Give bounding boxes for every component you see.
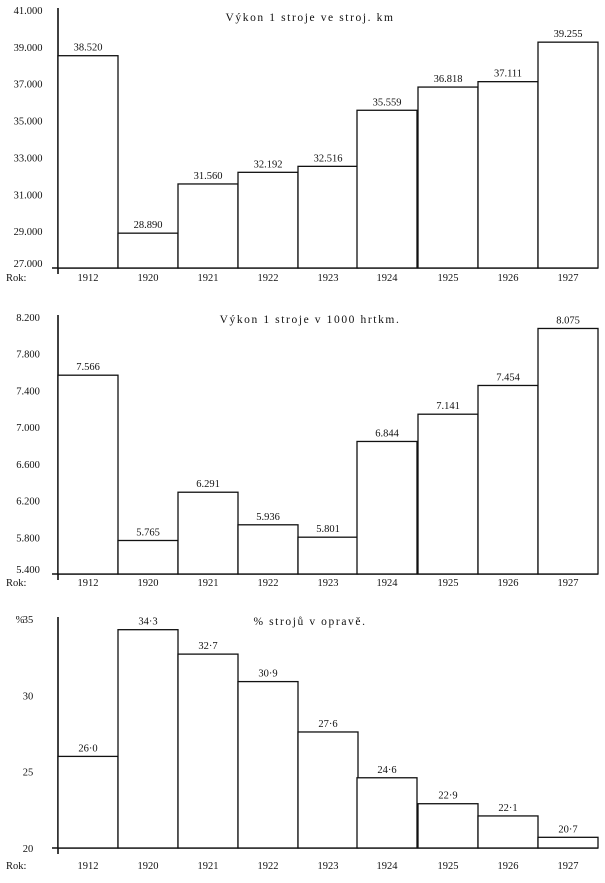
chart1-bar-1925 bbox=[418, 87, 478, 268]
chart2-bar-1921 bbox=[178, 492, 238, 574]
chart3-category-label-1924: 1924 bbox=[376, 861, 398, 872]
chart3-value-label-1925: 22·9 bbox=[438, 790, 458, 802]
chart2-bar-1927 bbox=[538, 328, 598, 574]
chart3-value-label-1912: 26·0 bbox=[78, 743, 98, 755]
chart1-ytick-label: 31.000 bbox=[13, 190, 43, 202]
chart1-category-label-1926: 1926 bbox=[497, 273, 519, 284]
chart1-value-label-1927: 39.255 bbox=[553, 29, 583, 41]
chart3-value-label-1926: 22·1 bbox=[498, 802, 518, 814]
chart3-bar-1920 bbox=[118, 630, 178, 848]
chart1-category-label-1921: 1921 bbox=[197, 273, 219, 284]
chart1-ytick-label: 33.000 bbox=[13, 153, 43, 165]
chart1-ytick-label: 35.000 bbox=[13, 116, 43, 128]
chart3-bar-1912 bbox=[58, 756, 118, 848]
chart3-value-label-1927: 20·7 bbox=[558, 824, 578, 836]
chart2-value-label-1927: 8.075 bbox=[556, 315, 580, 327]
chart1-title: Výkon 1 stroje ve stroj. km bbox=[225, 12, 395, 24]
chart3-ytick-label: 25 bbox=[22, 767, 34, 779]
chart1-category-label-1912: 1912 bbox=[77, 273, 99, 284]
chart1-category-label-1924: 1924 bbox=[376, 273, 398, 284]
chart1-ytick-label: 41.000 bbox=[13, 6, 43, 17]
chart2-ytick-label: 6.600 bbox=[16, 459, 40, 471]
chart3-category-label-1922: 1922 bbox=[257, 861, 279, 872]
chart1-category-label-1923: 1923 bbox=[317, 273, 339, 284]
chart3-row-label: Rok: bbox=[6, 861, 27, 872]
chart1-category-label-1925: 1925 bbox=[437, 273, 459, 284]
chart1-ytick-label: 37.000 bbox=[13, 79, 43, 91]
chart1-bar-1912 bbox=[58, 56, 118, 268]
chart2-value-label-1920: 5.765 bbox=[136, 527, 160, 539]
chart3-unit-label: % bbox=[15, 615, 25, 626]
chart3-bar-1926 bbox=[478, 816, 538, 848]
chart1-bar-1922 bbox=[238, 172, 298, 268]
chart2-category-label-1923: 1923 bbox=[317, 578, 339, 589]
chart2-bar-1926 bbox=[478, 385, 538, 574]
chart2-ytick-label: 7.000 bbox=[16, 423, 40, 435]
chart1-value-label-1926: 37.111 bbox=[493, 68, 523, 80]
chart3-category-label-1925: 1925 bbox=[437, 861, 459, 872]
chart2-category-label-1922: 1922 bbox=[257, 578, 279, 589]
chart2-value-label-1921: 6.291 bbox=[196, 479, 220, 491]
chart1-bar-1921 bbox=[178, 184, 238, 268]
chart2-category-label-1921: 1921 bbox=[197, 578, 219, 589]
chart1-value-label-1921: 31.560 bbox=[193, 170, 223, 182]
chart3-value-label-1923: 27·6 bbox=[318, 718, 338, 730]
chart2-bar-1922 bbox=[238, 525, 298, 574]
chart2-category-label-1920: 1920 bbox=[137, 578, 159, 589]
chart1-value-label-1912: 38.520 bbox=[73, 42, 103, 54]
chart2-value-label-1923: 5.801 bbox=[316, 524, 340, 536]
chart1-category-label-1922: 1922 bbox=[257, 273, 279, 284]
chart2-value-label-1924: 6.844 bbox=[375, 428, 399, 440]
chart1-category-label-1920: 1920 bbox=[137, 273, 159, 284]
chart1-ytick-label: 29.000 bbox=[13, 227, 43, 239]
chart2-bar-1923 bbox=[298, 537, 358, 574]
chart1-bar-1924 bbox=[357, 110, 417, 268]
chart3-ytick-label: 30 bbox=[22, 691, 34, 703]
chart2-ytick-label: 8.200 bbox=[16, 313, 40, 324]
chart2-bar-1912 bbox=[58, 375, 118, 574]
chart1-value-label-1924: 35.559 bbox=[372, 97, 402, 109]
chart2-category-label-1925: 1925 bbox=[437, 578, 459, 589]
chart2-value-label-1925: 7.141 bbox=[436, 401, 460, 413]
chart2-bar-1924 bbox=[357, 441, 417, 574]
chart2-ytick-label: 7.800 bbox=[16, 349, 40, 361]
chart3-bar-1927 bbox=[538, 837, 598, 848]
chart3-title: % strojů v opravě. bbox=[253, 616, 367, 628]
chart3-value-label-1920: 34·3 bbox=[138, 616, 158, 628]
chart2-ytick-label: 7.400 bbox=[16, 386, 40, 398]
chart2-category-label-1926: 1926 bbox=[497, 578, 519, 589]
chart3-value-label-1924: 24·6 bbox=[377, 764, 397, 776]
chart3-bar-1924 bbox=[357, 778, 417, 848]
chart1-value-label-1920: 28.890 bbox=[133, 220, 163, 232]
chart3-ytick-label: 20 bbox=[22, 844, 34, 855]
chart3-category-label-1926: 1926 bbox=[497, 861, 519, 872]
chart1-ytick-label: 39.000 bbox=[13, 42, 43, 54]
chart2-ytick-label: 6.200 bbox=[16, 496, 40, 508]
chart2-bar-1925 bbox=[418, 414, 478, 574]
chart3-bar-1921 bbox=[178, 654, 238, 848]
chart2-bar-1920 bbox=[118, 540, 178, 574]
chart3-value-label-1921: 32·7 bbox=[198, 641, 218, 653]
chart3-category-label-1920: 1920 bbox=[137, 861, 159, 872]
chart1-category-label-1927: 1927 bbox=[557, 273, 579, 284]
chart2-category-label-1924: 1924 bbox=[376, 578, 398, 589]
chart1-bar-1923 bbox=[298, 166, 358, 268]
chart3-ytick-label: 35 bbox=[22, 615, 34, 626]
chart1-bar-1927 bbox=[538, 42, 598, 268]
chart3-value-label-1922: 30·9 bbox=[258, 668, 278, 680]
chart1-value-label-1925: 36.818 bbox=[433, 74, 463, 86]
chart1-value-label-1922: 32.192 bbox=[253, 159, 283, 171]
chart2-category-label-1912: 1912 bbox=[77, 578, 99, 589]
chart2-value-label-1926: 7.454 bbox=[496, 372, 520, 384]
chart3-category-label-1912: 1912 bbox=[77, 861, 99, 872]
chart3-bar-1923 bbox=[298, 732, 358, 848]
chart1-bar-1926 bbox=[478, 82, 538, 268]
chart3-category-label-1921: 1921 bbox=[197, 861, 219, 872]
chart1-value-label-1923: 32.516 bbox=[313, 153, 343, 165]
chart2-ytick-label: 5.400 bbox=[16, 565, 40, 576]
chart2-category-label-1927: 1927 bbox=[557, 578, 579, 589]
chart3-category-label-1927: 1927 bbox=[557, 861, 579, 872]
chart1-bar-1920 bbox=[118, 233, 178, 268]
chart2-value-label-1922: 5.936 bbox=[256, 511, 280, 523]
chart2-row-label: Rok: bbox=[6, 578, 27, 589]
chart3-bar-1922 bbox=[238, 682, 298, 848]
chart2-title: Výkon 1 stroje v 1000 hrtkm. bbox=[219, 314, 401, 326]
chart3-category-label-1923: 1923 bbox=[317, 861, 339, 872]
chart2-value-label-1912: 7.566 bbox=[76, 362, 100, 374]
chart1-row-label: Rok: bbox=[6, 273, 27, 284]
chart1-ytick-label: 27.000 bbox=[13, 259, 43, 270]
chart2-ytick-label: 5.800 bbox=[16, 533, 40, 545]
chart3-bar-1925 bbox=[418, 804, 478, 848]
